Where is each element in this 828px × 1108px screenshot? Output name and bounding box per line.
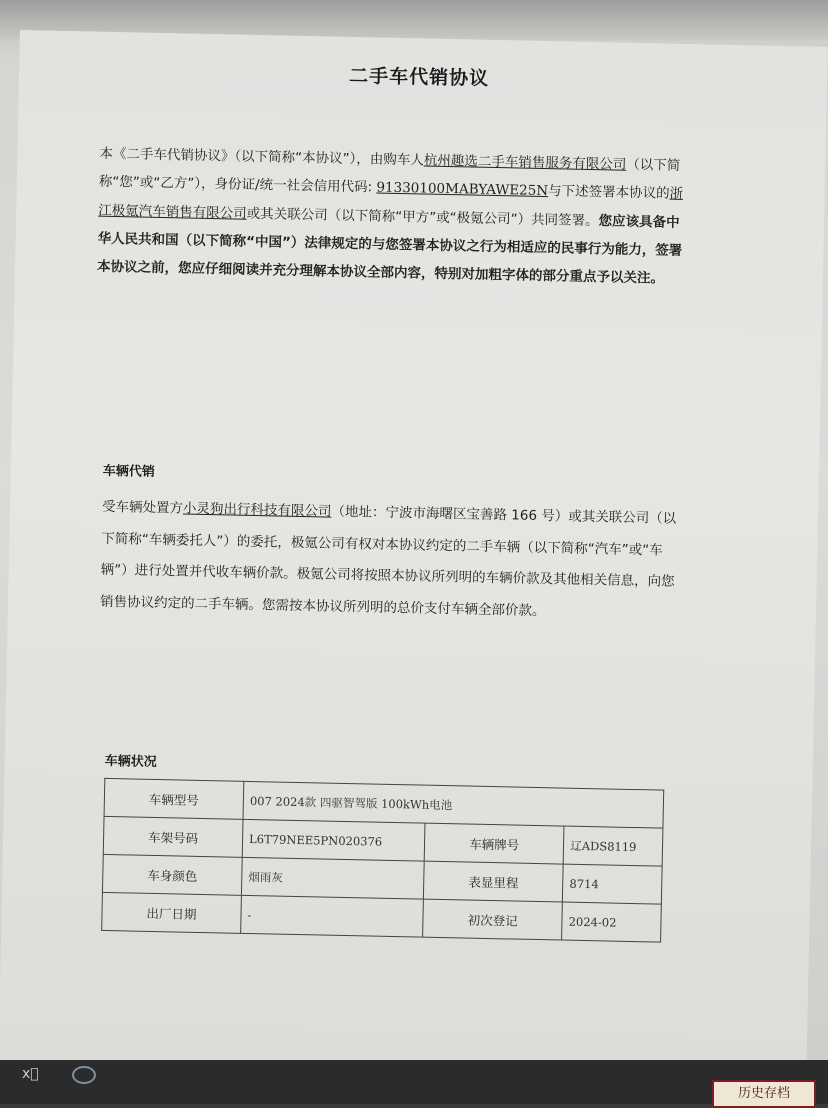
mfg-date-label: 出厂日期 — [102, 892, 242, 933]
consignment-seg1: 受车辆处置方 — [101, 498, 184, 517]
color-label: 车身颜色 — [102, 854, 242, 895]
mileage-label: 表显里程 — [424, 861, 564, 902]
mfg-date-value: - — [241, 895, 424, 937]
intro-paragraph — [97, 140, 690, 294]
plate-value: 辽ADS8119 — [563, 826, 663, 866]
model-value: 007 2024款 四驱智驾版 100kWh电池 — [243, 781, 664, 828]
buyer-name: 杭州趣选二手车销售服务有限公司 — [423, 152, 627, 173]
intro-bold-text: 您应该具备中华人民共和国（以下简称“中国”）法律规定的与您签署本协议之行为相适应的民事行为能力，签署本协议之前，您应仔细阅读并充分理解本协议全部内容，特别对加粗字体的部分重点予以关注。 — [96, 212, 683, 287]
section-heading-vehicle-consignment: 车辆代销 — [102, 463, 155, 480]
consignment-seg2: （地址：宁波市海曙区宝善路 166 号）或其关联公司（以下简称“车辆委托人”）的委托，极氪公司有权对本协议约定的二手车辆（以下简称“汽车”或“车辆”）进行处置并代收车辆价款。极氪公司将按照本协议所列明的车辆价款及其他相关信息，向您销售协议约定的二手车辆。您需按本协议所列明的总价支付车辆全部价款。 — [99, 503, 677, 620]
company-name: 浙江极氪汽车销售有限公司 — [98, 185, 684, 222]
document-page — [0, 30, 828, 1060]
document-title: 二手车代销协议 — [348, 64, 490, 90]
mileage-value: 8714 — [563, 864, 663, 904]
consignment-paragraph — [100, 492, 683, 631]
disposer-name: 小灵狗出行科技有限公司 — [182, 500, 332, 520]
x-icon[interactable]: x⃞ — [22, 1066, 39, 1082]
section-heading-vehicle-status: 车辆状况 — [104, 753, 157, 771]
intro-seg4: 或其关联公司（以下简称“甲方”或“极氪公司”）共同签署。 — [246, 205, 599, 229]
color-value: 烟雨灰 — [241, 857, 424, 899]
vin-value: L6T79NEE5PN020376 — [242, 819, 425, 861]
intro-seg2: （以下简称“您”或“乙方”），身份证/统一社会信用代码: — [98, 156, 681, 196]
vin-label: 车架号码 — [103, 816, 243, 857]
plate-label: 车辆牌号 — [424, 823, 564, 864]
first-registration-value: 2024-02 — [562, 902, 662, 942]
first-registration-label: 初次登记 — [423, 899, 563, 940]
model-label: 车辆型号 — [104, 778, 244, 819]
circle-icon[interactable] — [72, 1066, 96, 1084]
credit-code: 91330100MABYAWE25N — [376, 179, 549, 200]
intro-seg3: 与下述签署本协议的 — [547, 183, 670, 202]
taskbar — [0, 1060, 828, 1104]
intro-seg1: 本《二手车代销协议》（以下简称“本协议”），由购车人 — [99, 145, 425, 169]
vehicle-status-table — [101, 778, 664, 943]
archive-sticker: 历史存档 — [712, 1080, 816, 1108]
